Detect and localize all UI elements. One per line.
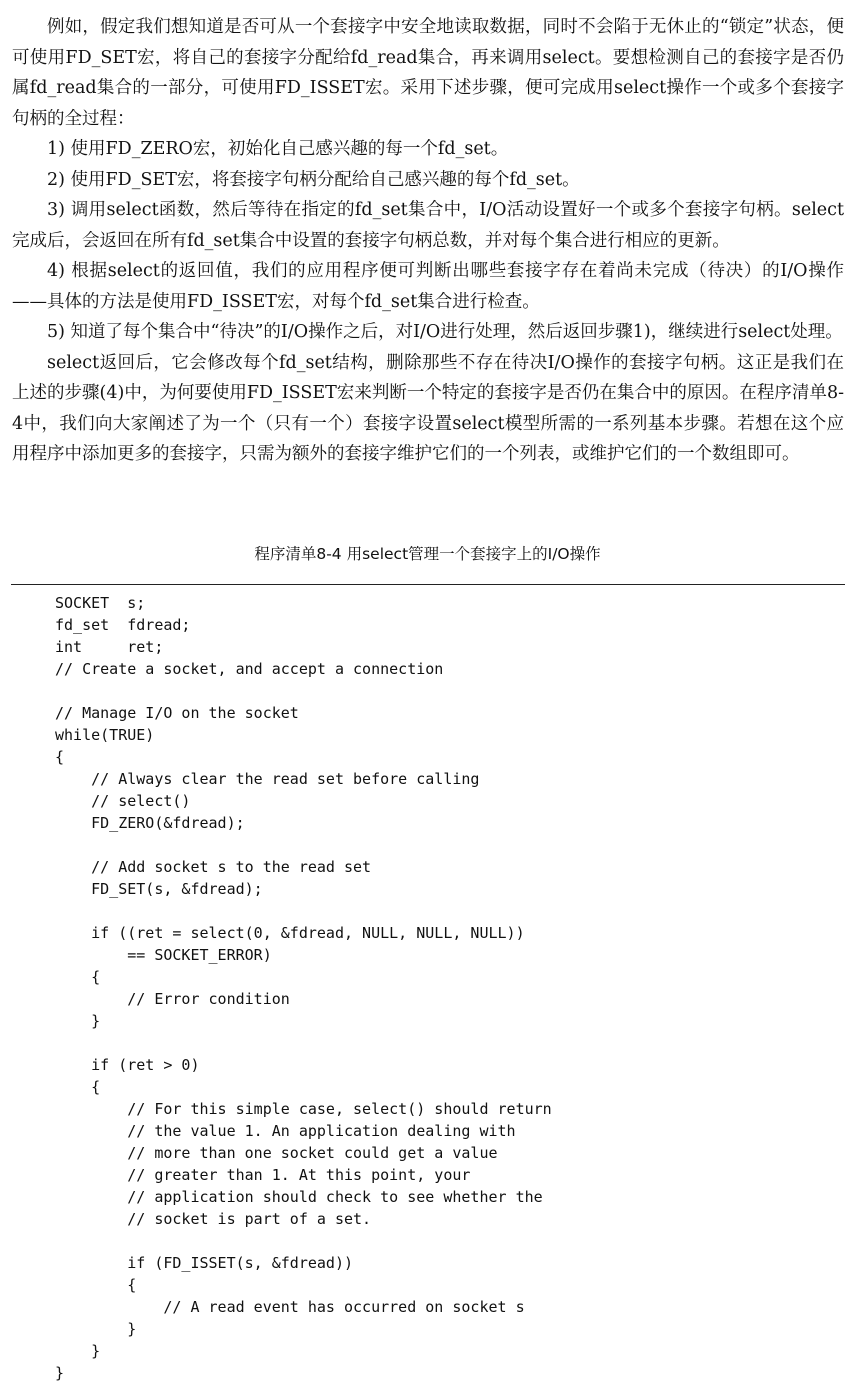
intro-paragraph: 例如，假定我们想知道是否可从一个套接字中安全地读取数据，同时不会陷于无休止的“锁定”状态，便可使用FD_SET宏，将自己的套接字分配给fd_read集合，再来调用select。要想检测自己的套接字是否仍属fd_read集合的一部分，可使用FD_ISSET宏。采用下述步骤，便可完成用select操作一个或多个套接字句柄的全过程： xyxy=(12,17,844,129)
code-line: FD_ZERO(&fdread); xyxy=(55,814,245,832)
code-line: { xyxy=(55,1078,101,1096)
code-line: while(TRUE) xyxy=(55,726,155,744)
code-line: if (FD_ISSET(s, &fdread)) xyxy=(55,1254,354,1272)
code-line: // the value 1. An application dealing with xyxy=(55,1122,516,1140)
code-line: // Error condition xyxy=(55,990,290,1008)
step-1: 1) 使用FD_ZERO宏，初始化自己感兴趣的每一个fd_set。 xyxy=(47,139,509,159)
code-listing xyxy=(55,592,552,1384)
code-line xyxy=(55,1230,552,1252)
step-4: 4) 根据select的返回值，我们的应用程序便可判断出哪些套接字存在着尚未完成（待决）的I/O操作——具体的方法是使用FD_ISSET宏，对每个fd_set集合进行检查。 xyxy=(12,261,844,312)
code-line: } xyxy=(55,1342,101,1360)
code-line: { xyxy=(55,968,101,986)
step-2: 2) 使用FD_SET宏，将套接字句柄分配给自己感兴趣的每个fd_set。 xyxy=(47,169,580,190)
code-line: // greater than 1. At this point, your xyxy=(55,1166,471,1184)
code-line xyxy=(55,680,552,702)
code-line: // socket is part of a set. xyxy=(55,1210,372,1228)
code-line: int ret; xyxy=(55,638,164,656)
code-line: // Add socket s to the read set xyxy=(55,858,372,876)
code-line: { xyxy=(55,1276,137,1294)
code-line: // Manage I/O on the socket xyxy=(55,704,299,722)
prose-section xyxy=(12,12,844,470)
code-line: if (ret > 0) xyxy=(55,1056,200,1074)
code-line xyxy=(55,834,552,856)
code-line: // For this simple case, select() should return xyxy=(55,1100,552,1118)
code-line: // more than one socket could get a value xyxy=(55,1144,498,1162)
code-line xyxy=(55,900,552,922)
code-line: // Always clear the read set before calling xyxy=(55,770,480,788)
code-line: // application should check to see whether the xyxy=(55,1188,543,1206)
code-line xyxy=(55,1032,552,1054)
code-line: } xyxy=(55,1364,65,1382)
code-line: } xyxy=(55,1012,101,1030)
code-line: FD_SET(s, &fdread); xyxy=(55,880,263,898)
caption-divider xyxy=(11,584,845,585)
code-line: if ((ret = select(0, &fdread, NULL, NULL, NULL)) xyxy=(55,924,525,942)
step-3: 3) 调用select函数，然后等待在指定的fd_set集合中，I/O活动设置好一个或多个套接字句柄。select完成后，会返回在所有fd_set集合中设置的套接字句柄总数，并对每个集合进行相应的更新。 xyxy=(12,200,844,251)
code-line: // select() xyxy=(55,792,191,810)
code-line: { xyxy=(55,748,65,766)
code-line: // Create a socket, and accept a connection xyxy=(55,660,444,678)
listing-caption: 程序清单8-4 用select管理一个套接字上的I/O操作 xyxy=(254,545,601,563)
code-line: } xyxy=(55,1320,137,1338)
code-line: SOCKET s; xyxy=(55,594,146,612)
code-line: // A read event has occurred on socket s xyxy=(55,1298,525,1316)
step-5: 5) 知道了每个集合中“待决”的I/O操作之后，对I/O进行处理，然后返回步骤1)，继续进行select处理。 xyxy=(47,322,843,342)
code-line: fd_set fdread; xyxy=(55,616,191,634)
code-line: == SOCKET_ERROR) xyxy=(55,946,272,964)
closing-paragraph: select返回后，它会修改每个fd_set结构，删除那些不存在待决I/O操作的套接字句柄。这正是我们在上述的步骤(4)中，为何要使用FD_ISSET宏来判断一个特定的套接字是否仍在集合中的原因。在程序清单8-4中，我们向大家阐述了为一个（只有一个）套接字设置select模型所需的一系列基本步骤。若想在这个应用程序中添加更多的套接字，只需为额外的套接字维护它们的一个列表，或维护它们的一个数组即可。 xyxy=(12,352,844,464)
